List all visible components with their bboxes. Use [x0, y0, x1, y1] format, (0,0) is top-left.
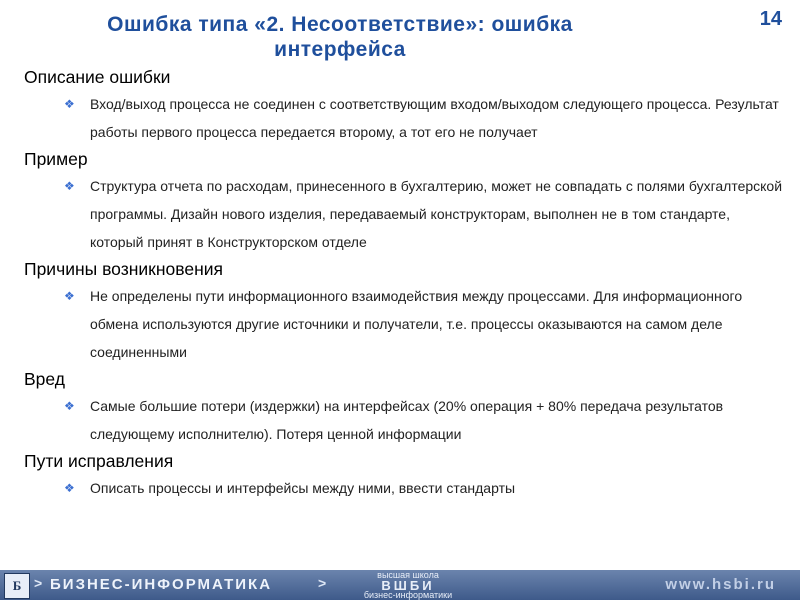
- bullet-item: [24, 474, 784, 502]
- chevron-right-icon: >: [34, 575, 43, 591]
- section-description: [24, 64, 784, 146]
- section-heading: Вред: [24, 369, 65, 389]
- chevron-right-icon: >: [318, 575, 327, 591]
- diamond-bullet-icon: ❖: [64, 97, 75, 111]
- school-line2: ВШБИ: [381, 578, 435, 593]
- section-causes: [24, 256, 784, 366]
- diamond-bullet-icon: ❖: [64, 481, 75, 495]
- section-example: [24, 146, 784, 256]
- bullet-item: [24, 282, 784, 366]
- section-heading: Пути исправления: [24, 451, 174, 471]
- footer-logo: Б: [4, 573, 30, 599]
- section-heading: Причины возникновения: [24, 259, 223, 279]
- section-fixes: [24, 448, 784, 502]
- footer-title: БИЗНЕС-ИНФОРМАТИКА: [50, 576, 273, 593]
- footer-school-logo: [348, 571, 468, 600]
- section-harm: [24, 366, 784, 448]
- bullet-item: [24, 172, 784, 256]
- slide-title: [60, 12, 620, 62]
- diamond-bullet-icon: ❖: [64, 179, 75, 193]
- school-line1: высшая школа: [377, 570, 439, 580]
- diamond-bullet-icon: ❖: [64, 289, 75, 303]
- section-heading: Описание ошибки: [24, 67, 171, 87]
- bullet-text: Самые большие потери (издержки) на интерфейсах (20% операция + 80% передача результатов следующему исполнителю). Потеря ценной информации: [90, 398, 724, 442]
- school-line3: бизнес-информатики: [363, 590, 453, 600]
- bullet-item: [24, 392, 784, 448]
- footer-banner: [0, 570, 800, 600]
- bullet-item: [24, 90, 784, 146]
- bullet-text: Не определены пути информационного взаимодействия между процессами. Для информационного обмена используются другие источники и получатели, т.е. процессы оказываются на самом деле соединенными: [90, 288, 743, 360]
- footer-url[interactable]: www.hsbi.ru: [665, 576, 776, 593]
- diamond-bullet-icon: ❖: [64, 399, 75, 413]
- bullet-text: Описать процессы и интерфейсы между ними, ввести стандарты: [90, 480, 516, 496]
- slide-title-line2: интерфейса: [274, 38, 406, 61]
- slide-content: [24, 64, 784, 502]
- bullet-text: Вход/выход процесса не соединен с соответствующим входом/выходом следующего процесса. Результат работы первого процесса передается второму, а тот его не получает: [90, 96, 779, 140]
- slide-title-line1: Ошибка типа «2. Несоответствие»: ошибка: [107, 13, 573, 36]
- bullet-text: Структура отчета по расходам, принесенного в бухгалтерию, может не совпадать с полями бухгалтерской программы. Дизайн нового изделия, передаваемый конструкторам, выполнен не в том стандарте, который принят в Конструкторском отделе: [90, 178, 783, 250]
- section-heading: Пример: [24, 149, 88, 169]
- page-number: 14: [759, 8, 782, 30]
